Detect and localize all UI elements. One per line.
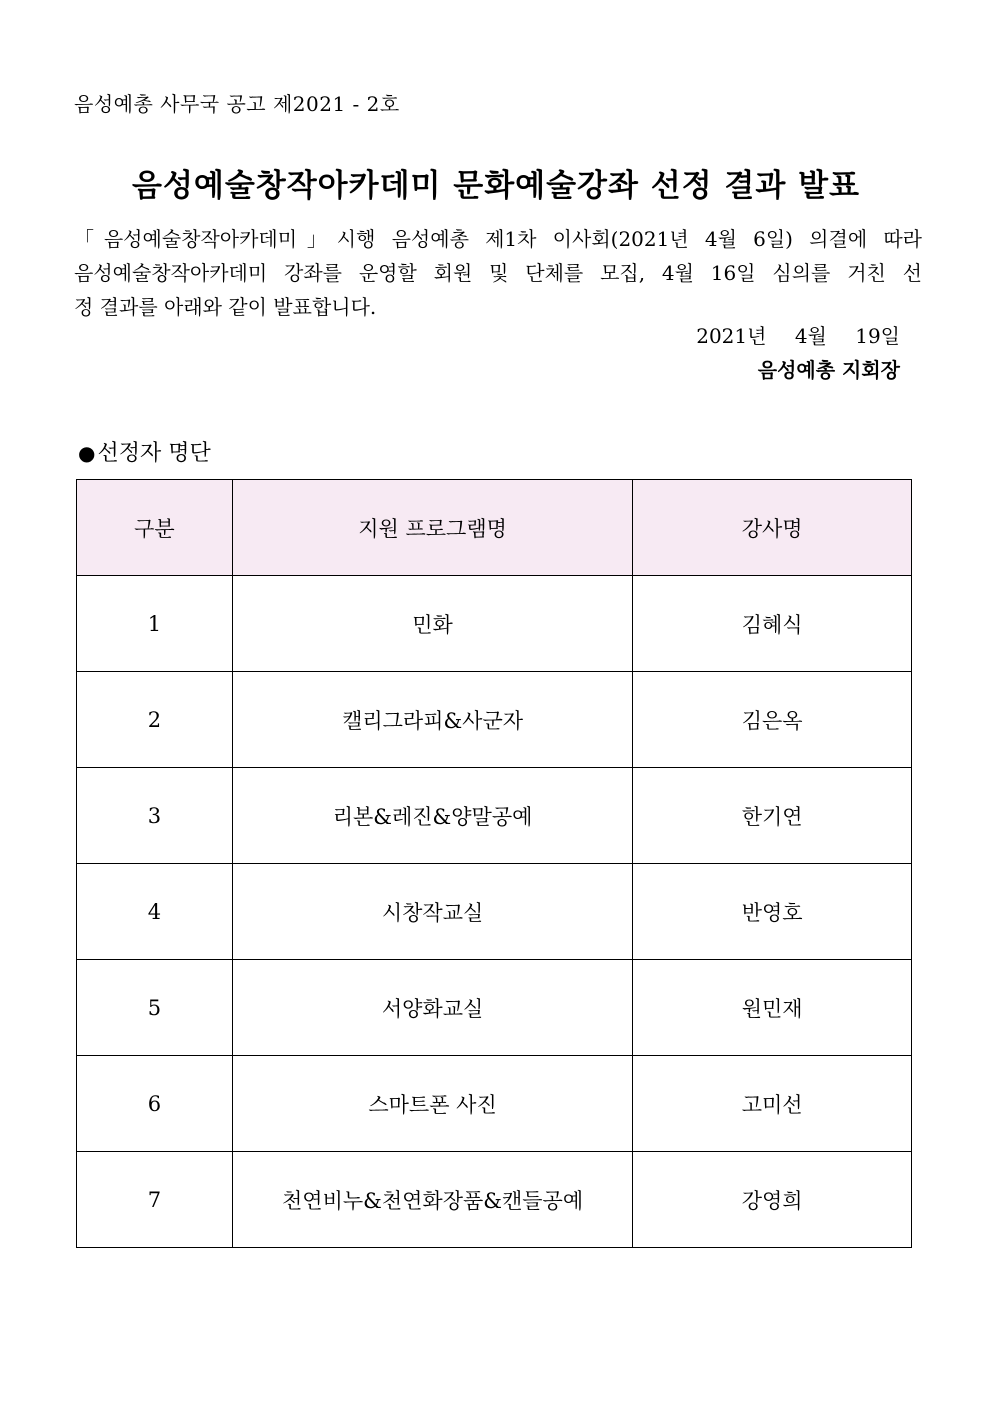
document-title: 음성예술창작아카데미 문화예술강좌 선정 결과 발표 [132, 168, 860, 204]
body-line-2: 음성예술창작아카데미 강좌를 운영할 회원 및 단체를 모집, 4월 16일 심의를 거친 선 [74, 261, 922, 285]
cell-program: 리본&레진&양말공예 [232, 768, 633, 864]
issuer-name: 음성예총 지회장 [757, 358, 900, 382]
table-row [77, 864, 912, 960]
header-category: 구분 [77, 480, 233, 576]
cell-number: 3 [77, 768, 233, 864]
cell-number: 4 [77, 864, 233, 960]
cell-program: 민화 [232, 576, 633, 672]
cell-program: 캘리그라피&사군자 [232, 672, 633, 768]
cell-number: 2 [77, 672, 233, 768]
cell-instructor: 김은옥 [633, 672, 912, 768]
table-row [77, 1056, 912, 1152]
body-line-1: 「음성예술창작아카데미」시행 음성예총 제1차 이사회(2021년 4월 6일) 의결에 따라 [74, 227, 922, 251]
section-heading [78, 436, 211, 467]
cell-program: 시창작교실 [232, 864, 633, 960]
notice-number: 음성예총 사무국 공고 제2021 - 2호 [74, 92, 400, 116]
cell-instructor: 강영희 [633, 1152, 912, 1248]
date-day: 19일 [855, 324, 900, 348]
date-month: 4월 [794, 324, 827, 348]
cell-program: 천연비누&천연화장품&캔들공예 [232, 1152, 633, 1248]
bullet-icon: ● [78, 441, 96, 465]
selectee-table [76, 479, 912, 1248]
cell-number: 1 [77, 576, 233, 672]
cell-instructor: 김혜식 [633, 576, 912, 672]
table-row [77, 1152, 912, 1248]
header-instructor: 강사명 [633, 480, 912, 576]
cell-number: 5 [77, 960, 233, 1056]
section-title: 선정자 명단 [97, 441, 211, 466]
table-row [77, 768, 912, 864]
header-program: 지원 프로그램명 [232, 480, 633, 576]
cell-number: 7 [77, 1152, 233, 1248]
cell-program: 스마트폰 사진 [232, 1056, 633, 1152]
table-row [77, 576, 912, 672]
body-line-3: 정 결과를 아래와 같이 발표합니다. [74, 295, 377, 319]
date-year: 2021년 [696, 324, 767, 348]
announcement-body [74, 222, 922, 324]
announcement-date [696, 320, 900, 349]
cell-instructor: 고미선 [633, 1056, 912, 1152]
table-row [77, 672, 912, 768]
table-row [77, 960, 912, 1056]
cell-program: 서양화교실 [232, 960, 633, 1056]
cell-instructor: 원민재 [633, 960, 912, 1056]
table-header-row [77, 480, 912, 576]
cell-instructor: 반영호 [633, 864, 912, 960]
cell-instructor: 한기연 [633, 768, 912, 864]
cell-number: 6 [77, 1056, 233, 1152]
